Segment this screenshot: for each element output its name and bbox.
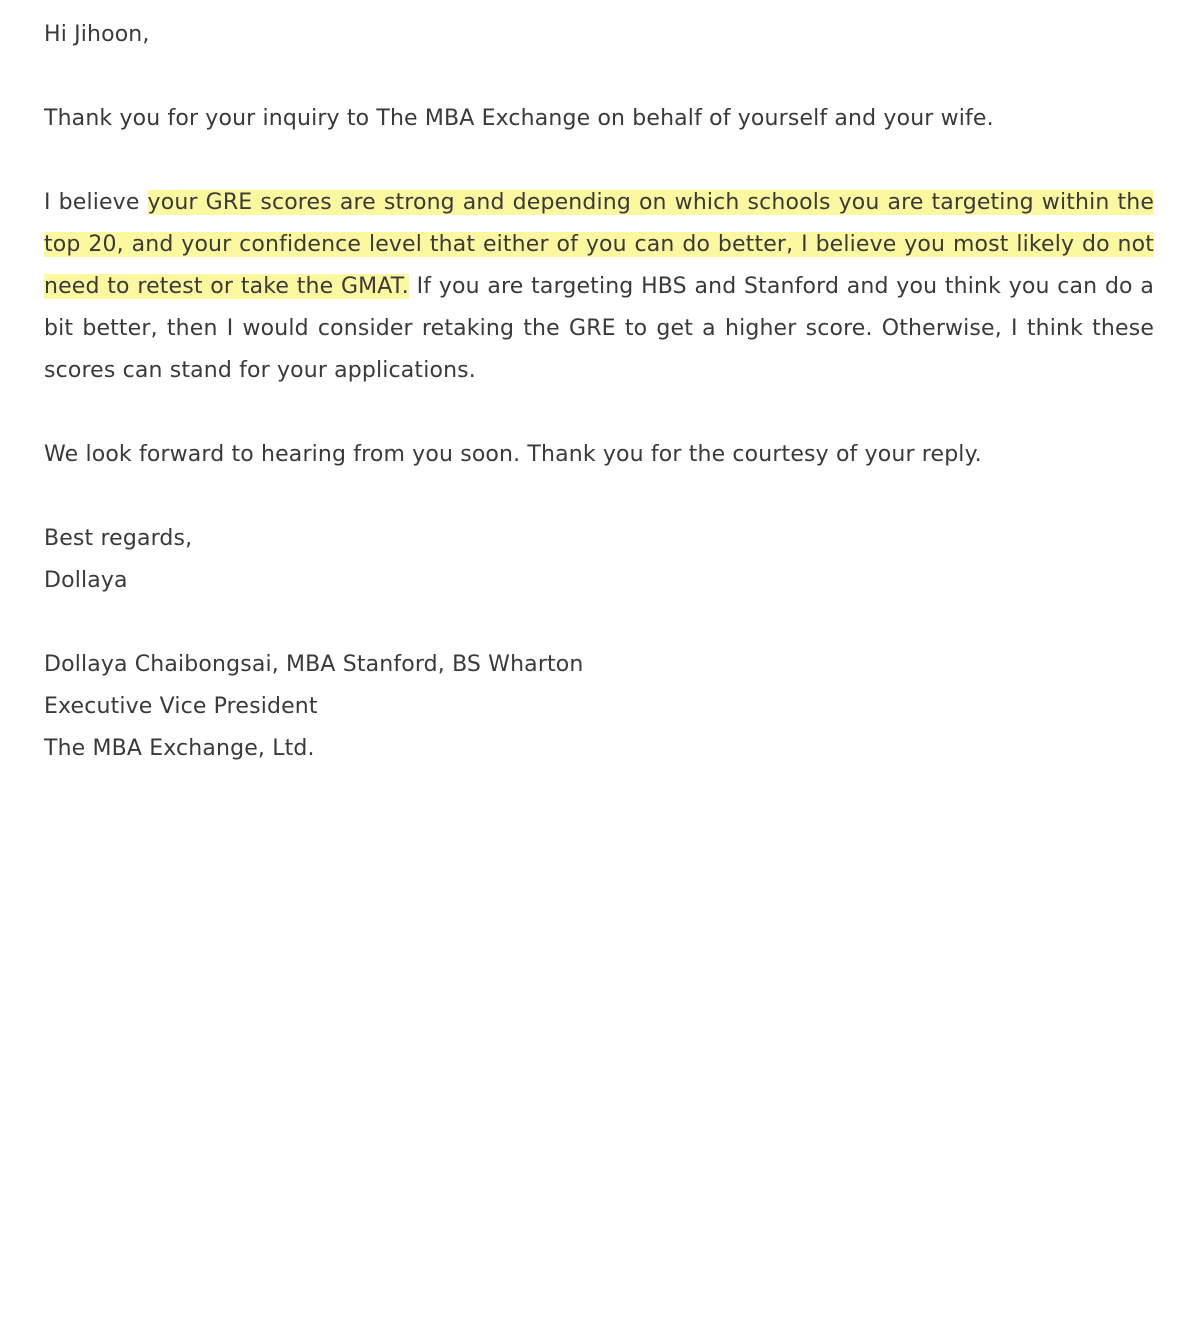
- email-body: [44, 14, 1154, 770]
- advice-lead-text: I believe: [44, 190, 148, 215]
- signature-block: [44, 644, 1154, 770]
- greeting: Hi Jihoon,: [44, 22, 150, 47]
- intro-paragraph: Thank you for your inquiry to The MBA Exchange on behalf of yourself and your wife.: [44, 106, 994, 131]
- signature-title: Executive Vice President: [44, 694, 318, 719]
- advice-rest-text: If you are targeting HBS and Stanford and you think you can do a bit better, then I would consider retaking the GRE to get a higher score. Otherwise, I think these scores can stand for your applications.: [44, 274, 1154, 383]
- spacer: [44, 140, 1154, 182]
- closing-paragraph: We look forward to hearing from you soon. Thank you for the courtesy of your reply.: [44, 442, 982, 467]
- sender-first-name: Dollaya: [44, 568, 128, 593]
- advice-paragraph: [44, 182, 1154, 392]
- signature-name: Dollaya Chaibongsai, MBA Stanford, BS Wharton: [44, 652, 584, 677]
- spacer: [44, 476, 1154, 518]
- spacer: [44, 602, 1154, 644]
- spacer: [44, 392, 1154, 434]
- signature-company: The MBA Exchange, Ltd.: [44, 736, 315, 761]
- signoff: Best regards,: [44, 526, 193, 551]
- spacer: [44, 56, 1154, 98]
- highlighted-text: your GRE scores are strong and depending on which schools you are targeting within the top 20, and your confidence level that either of you can do better, I believe you most likely do not need to retest or take the GMAT.: [44, 190, 1155, 299]
